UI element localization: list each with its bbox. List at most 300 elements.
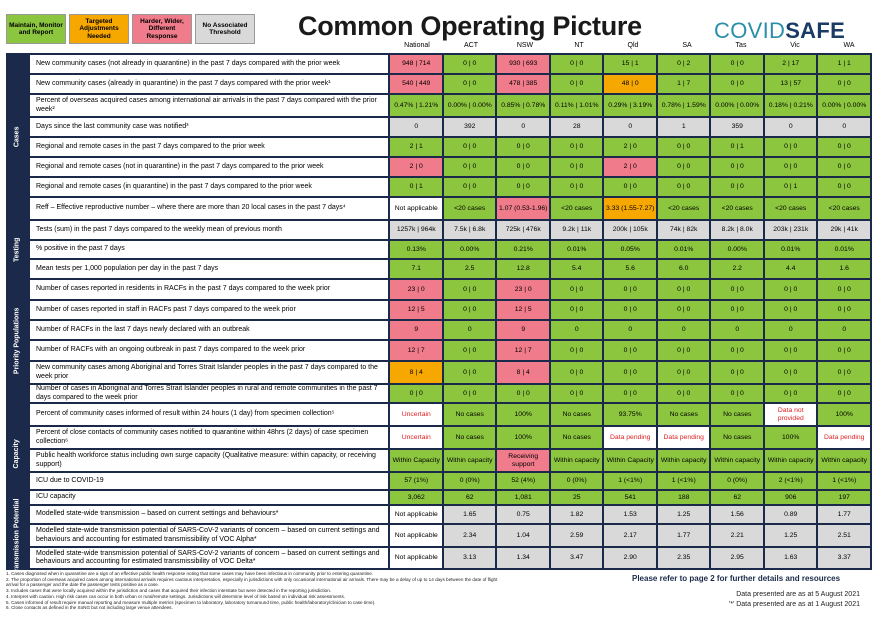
cell-tas: 0 | 0: [711, 341, 763, 360]
cell-qld: 0 | 0: [604, 280, 656, 299]
column-header-vic: Vic: [790, 42, 800, 49]
cell-act: <20 cases: [444, 198, 496, 219]
cell-act: 0 | 0: [444, 55, 496, 73]
footnote: 3. Includes cases that were locally acquired within the jurisdiction and cases that acquired their infection interstate but were detected in the reporting jurisdiction.: [6, 588, 332, 594]
cell-vic: Data not provided: [765, 404, 817, 425]
table-row: [30, 158, 870, 176]
cell-sa: 0 | 0: [658, 138, 710, 156]
cell-tas: No cases: [711, 404, 763, 425]
cell-wa: 0 | 0: [818, 280, 870, 299]
cell-national: 8 | 4: [390, 362, 442, 383]
cell-vic: 0 | 0: [765, 385, 817, 402]
cell-act: Within capacity: [444, 450, 496, 471]
cell-national: 2 | 1: [390, 138, 442, 156]
cell-vic: 0: [765, 118, 817, 136]
cell-tas: 0.00%: [711, 241, 763, 258]
cell-nt: 0.01%: [551, 241, 603, 258]
row-label: New community cases (not already in quarantine) in the past 7 days compared with the prior week: [30, 55, 388, 73]
cell-wa: 0 | 0: [818, 362, 870, 383]
row-label: Public health workforce status including own surge capacity (Qualitative measure: within capacity, or receiving support): [30, 450, 388, 471]
column-header-sa: SA: [682, 42, 692, 49]
cell-qld: 541: [604, 491, 656, 504]
cell-nt: 0 | 0: [551, 55, 603, 73]
cell-vic: 203k | 231k: [765, 221, 817, 239]
cell-act: 0: [444, 321, 496, 339]
cell-act: No cases: [444, 404, 496, 425]
cell-national: Not applicable: [390, 506, 442, 523]
column-header-qld: Qld: [627, 42, 639, 49]
cell-tas: 0 (0%): [711, 473, 763, 489]
cell-qld: Within Capacity: [604, 450, 656, 471]
cell-vic: 0.89: [765, 506, 817, 523]
cell-wa: 0 | 0: [818, 138, 870, 156]
cell-nt: 1.82: [551, 506, 603, 523]
cell-tas: 0 | 0: [711, 55, 763, 73]
cell-sa: 0 | 0: [658, 301, 710, 319]
cell-vic: 0 | 0: [765, 362, 817, 383]
cell-sa: 6.0: [658, 260, 710, 278]
cell-wa: <20 cases: [818, 198, 870, 219]
table-row: [30, 427, 870, 448]
cell-qld: 2 | 0: [604, 158, 656, 176]
cell-national: Not applicable: [390, 548, 442, 568]
page-title: Common Operating Picture: [298, 11, 642, 41]
cell-nsw: Receiving support: [497, 450, 549, 471]
row-label: Mean tests per 1,000 population per day in the past 7 days: [30, 260, 388, 278]
row-label: Days since the last community case was notified³: [30, 118, 388, 136]
cell-wa: 0 | 0: [818, 341, 870, 360]
cell-nt: 2.59: [551, 525, 603, 546]
table-row: [30, 506, 870, 523]
cell-qld: 0 | 0: [604, 301, 656, 319]
cell-tas: <20 cases: [711, 198, 763, 219]
table-row: [30, 548, 870, 568]
cell-national: 57 (1%): [390, 473, 442, 489]
cell-wa: 1.6: [818, 260, 870, 278]
table-row: [30, 198, 870, 219]
cell-nsw: 100%: [497, 404, 549, 425]
cell-wa: 0 | 0: [818, 158, 870, 176]
table-row: [30, 301, 870, 319]
table-row: [30, 491, 870, 504]
cell-act: 0.00%: [444, 241, 496, 258]
cell-nt: 0 | 0: [551, 385, 603, 402]
cell-tas: 0 | 0: [711, 178, 763, 196]
cell-wa: 0 | 0: [818, 178, 870, 196]
row-label: Regional and remote cases (in quarantine) in the past 7 days compared to the prior week: [30, 178, 388, 196]
cell-sa: 0 | 0: [658, 158, 710, 176]
table-row: [30, 525, 870, 546]
table-row: [30, 55, 870, 73]
cell-nt: 3.47: [551, 548, 603, 568]
footnote: 5. Cases informed of result require manual reporting and measure multiple metrics (specimen to laboratory, laboratory turnaround time, public health/laboratory/clinician to case time).: [6, 599, 376, 605]
footnote: 6. Close contacts as defined in the SoNG but not including large venue attendees.: [6, 605, 173, 611]
section-capacity: Capacity: [6, 404, 28, 504]
table-row: [30, 95, 870, 116]
cell-sa: 1 | 7: [658, 75, 710, 93]
cell-nt: 0 | 0: [551, 158, 603, 176]
cell-wa: Within capacity: [818, 450, 870, 471]
column-header-tas: Tas: [735, 42, 747, 49]
cell-tas: No cases: [711, 427, 763, 448]
cell-nsw: 1.04: [497, 525, 549, 546]
cell-nt: 0 | 0: [551, 280, 603, 299]
legend-red: Harder, Wider, Different Response: [132, 14, 192, 44]
cell-qld: 0: [604, 118, 656, 136]
cell-nt: 9.2k | 11k: [551, 221, 603, 239]
cell-national: Not applicable: [390, 525, 442, 546]
cell-nsw: 1,081: [497, 491, 549, 504]
row-label: Reff – Effective reproductive number – where there are more than 20 local cases in the past 7 days⁴: [30, 198, 388, 219]
legend-grey: No Associated Threshold: [195, 14, 255, 44]
table-row: [30, 404, 870, 425]
cell-sa: Data pending: [658, 427, 710, 448]
cell-nsw: 0.75: [497, 506, 549, 523]
section-priority: Priority Populations: [6, 280, 28, 402]
cell-sa: 0 | 0: [658, 362, 710, 383]
cell-national: 0.47% | 1.21%: [390, 95, 442, 116]
cell-nsw: 0.85% | 0.78%: [497, 95, 549, 116]
cell-sa: 0 | 0: [658, 385, 710, 402]
cell-wa: 100%: [818, 404, 870, 425]
cell-vic: 0.01%: [765, 241, 817, 258]
cell-sa: 1: [658, 118, 710, 136]
cell-act: No cases: [444, 427, 496, 448]
table-row: [30, 321, 870, 339]
cell-national: Not applicable: [390, 198, 442, 219]
cell-nt: <20 cases: [551, 198, 603, 219]
cell-nsw: 12 | 7: [497, 341, 549, 360]
cell-nsw: 1.34: [497, 548, 549, 568]
cell-vic: 0 | 0: [765, 280, 817, 299]
footnote: 4. Interpret with caution. High risk cases can occur in both urban or rural/remote settings. Jurisdictions will determine level of risk based on individual risk assessments.: [6, 593, 346, 599]
cell-sa: 2.35: [658, 548, 710, 568]
cell-sa: 0.01%: [658, 241, 710, 258]
row-label: ICU capacity: [30, 491, 388, 504]
table-row: [30, 221, 870, 239]
table-row: [30, 385, 870, 402]
cell-wa: Data pending: [818, 427, 870, 448]
cell-qld: 93.75%: [604, 404, 656, 425]
cell-sa: 0: [658, 321, 710, 339]
cell-wa: 0.00% | 0.00%: [818, 95, 870, 116]
cell-sa: 74k | 82k: [658, 221, 710, 239]
cell-vic: 0 | 0: [765, 158, 817, 176]
cell-act: 0 | 0: [444, 75, 496, 93]
cell-national: Uncertain: [390, 427, 442, 448]
cell-qld: 2.90: [604, 548, 656, 568]
cell-tas: 0 | 0: [711, 280, 763, 299]
cell-tas: Within capacity: [711, 450, 763, 471]
cell-sa: 0 | 0: [658, 341, 710, 360]
cell-nt: 5.4: [551, 260, 603, 278]
cell-sa: 0 | 0: [658, 280, 710, 299]
cell-vic: 906: [765, 491, 817, 504]
cell-act: 0 | 0: [444, 178, 496, 196]
table-row: [30, 260, 870, 278]
legend: [6, 14, 255, 44]
row-label: Tests (sum) in the past 7 days compared to the weekly mean of previous month: [30, 221, 388, 239]
cell-tas: 0 | 0: [711, 75, 763, 93]
cell-tas: 0 | 0: [711, 158, 763, 176]
cell-act: 1.65: [444, 506, 496, 523]
cell-national: 12 | 7: [390, 341, 442, 360]
cell-nsw: 478 | 385: [497, 75, 549, 93]
cell-vic: <20 cases: [765, 198, 817, 219]
footnote: 1. Cases diagnosed when in quarantine are a sign of an effective public health response noting that some cases may have been infectious in community prior to entering quarantine.: [6, 571, 374, 576]
legend-green: Maintain, Monitor and Report: [6, 14, 66, 44]
cell-qld: 0 | 0: [604, 341, 656, 360]
cell-wa: 2.51: [818, 525, 870, 546]
cell-tas: 359: [711, 118, 763, 136]
footnote: 2. The proportion of overseas acquired cases among international arrivals requires cautious interpretation, especially in jurisdictions with only occasional international air arrivals. There may be a delay of up to 14 days between the date of flight arrival for a passenger and the date the passenger tests positive as a case.: [6, 576, 498, 588]
row-label: Number of RACFs in the last 7 days newly declared with an outbreak: [30, 321, 388, 339]
cell-vic: 2 | 17: [765, 55, 817, 73]
cell-wa: 0: [818, 118, 870, 136]
table-row: [30, 362, 870, 383]
cell-national: 12 | 5: [390, 301, 442, 319]
cell-nsw: 12 | 5: [497, 301, 549, 319]
cell-vic: Within capacity: [765, 450, 817, 471]
cell-act: 0 | 0: [444, 341, 496, 360]
cell-wa: 3.37: [818, 548, 870, 568]
cell-tas: 2.2: [711, 260, 763, 278]
cell-nt: No cases: [551, 427, 603, 448]
cell-act: 3.13: [444, 548, 496, 568]
row-label: New community cases among Aboriginal and Torres Strait Islander peoples in the past 7 days compared to the week prior: [30, 362, 388, 383]
cell-nsw: 100%: [497, 427, 549, 448]
row-label: ICU due to COVID-19: [30, 473, 388, 489]
cell-qld: 5.6: [604, 260, 656, 278]
cell-national: 2 | 0: [390, 158, 442, 176]
row-label: Number of cases in Aboriginal and Torres Strait Islander peoples in rural and remote communities in the past 7 days compared to the week prior: [30, 385, 388, 402]
cell-national: 0 | 0: [390, 385, 442, 402]
cell-act: 0 | 0: [444, 158, 496, 176]
covidsafe-logo: COVIDSAFE: [714, 18, 846, 43]
cell-nt: 0 | 0: [551, 341, 603, 360]
cell-sa: 0.78% | 1.59%: [658, 95, 710, 116]
cell-act: 0.00% | 0.00%: [444, 95, 496, 116]
cell-vic: 0 | 0: [765, 341, 817, 360]
cell-nsw: 0 | 0: [497, 385, 549, 402]
cell-qld: 15 | 1: [604, 55, 656, 73]
cell-wa: 0 | 0: [818, 301, 870, 319]
cell-act: 0 | 0: [444, 385, 496, 402]
cell-vic: 0 | 0: [765, 301, 817, 319]
table-row: [30, 138, 870, 156]
row-label: Number of cases reported in residents in RACFs in the past 7 days compared to the week prior: [30, 280, 388, 299]
cell-nt: 0 | 0: [551, 362, 603, 383]
cell-wa: 29k | 41k: [818, 221, 870, 239]
cell-nsw: 0 | 0: [497, 138, 549, 156]
cell-qld: 0.29% | 3.19%: [604, 95, 656, 116]
cell-nsw: 52 (4%): [497, 473, 549, 489]
cell-act: 392: [444, 118, 496, 136]
cell-tas: 0 | 1: [711, 138, 763, 156]
cell-national: 23 | 0: [390, 280, 442, 299]
cell-vic: 0 | 1: [765, 178, 817, 196]
cell-wa: 0 | 0: [818, 75, 870, 93]
cell-vic: 100%: [765, 427, 817, 448]
table-row: [30, 341, 870, 360]
section-testing: Testing: [6, 221, 28, 278]
table-row: [30, 75, 870, 93]
column-header-national: National: [404, 42, 430, 49]
legend-orange: Targeted Adjustments Needed: [69, 14, 129, 44]
cell-nsw: 930 | 693: [497, 55, 549, 73]
table-row: [30, 450, 870, 471]
cell-tas: 0 | 0: [711, 301, 763, 319]
cell-nt: 0.11% | 1.01%: [551, 95, 603, 116]
cell-sa: <20 cases: [658, 198, 710, 219]
cell-national: 948 | 714: [390, 55, 442, 73]
cell-vic: 0.18% | 0.21%: [765, 95, 817, 116]
cell-nsw: 1.07 (0.53-1.96): [497, 198, 549, 219]
cell-vic: 0: [765, 321, 817, 339]
cell-national: 0.13%: [390, 241, 442, 258]
cell-tas: 0: [711, 321, 763, 339]
cell-act: 0 | 0: [444, 280, 496, 299]
cell-qld: 1.53: [604, 506, 656, 523]
cell-tas: 0 | 0: [711, 385, 763, 402]
cell-tas: 1.56: [711, 506, 763, 523]
column-header-nt: NT: [574, 42, 584, 49]
cell-tas: 2.21: [711, 525, 763, 546]
cell-tas: 0 | 0: [711, 362, 763, 383]
refer-note: Please refer to page 2 for further details and resources: [632, 574, 841, 583]
cell-act: 0 | 0: [444, 362, 496, 383]
row-label: Regional and remote cases in the past 7 days compared to the prior week: [30, 138, 388, 156]
row-label: Modelled state-wide transmission – based on current settings and behaviours*: [30, 506, 388, 523]
cell-nsw: 0.21%: [497, 241, 549, 258]
section-cases: Cases: [6, 55, 28, 219]
row-label: Percent of community cases informed of result within 24 hours (1 day) from specimen collection⁵: [30, 404, 388, 425]
cell-wa: 1.77: [818, 506, 870, 523]
cell-tas: 2.95: [711, 548, 763, 568]
cell-vic: 4.4: [765, 260, 817, 278]
row-label: Number of RACFs with an ongoing outbreak in past 7 days compared to the week prior: [30, 341, 388, 360]
cell-wa: 1 | 1: [818, 55, 870, 73]
cell-nsw: 12.8: [497, 260, 549, 278]
cell-national: 7.1: [390, 260, 442, 278]
cell-vic: 1.63: [765, 548, 817, 568]
cell-wa: 0 | 0: [818, 385, 870, 402]
cell-vic: 0 | 0: [765, 138, 817, 156]
footnotes: [6, 571, 506, 611]
cell-act: 0 | 0: [444, 138, 496, 156]
row-label: New community cases (already in quarantine) in the past 7 days compared with the prior week¹: [30, 75, 388, 93]
cell-tas: 8.2k | 8.0k: [711, 221, 763, 239]
cell-sa: 1.77: [658, 525, 710, 546]
cell-national: 0 | 1: [390, 178, 442, 196]
cell-tas: 62: [711, 491, 763, 504]
cell-qld: 1 (<1%): [604, 473, 656, 489]
row-label: Number of cases reported in staff in RACFs past 7 days compared to the week prior: [30, 301, 388, 319]
row-label: % positive in the past 7 days: [30, 241, 388, 258]
cell-qld: 0 | 0: [604, 362, 656, 383]
row-label: Percent of close contacts of community cases notified to quarantine within 48hrs (2 days) of case specimen collection⁶: [30, 427, 388, 448]
data-as-at: Data presented are as at 5 August 2021 '*' Data presented are as at 1 August 2021: [728, 591, 860, 608]
cell-sa: Within capacity: [658, 450, 710, 471]
cell-national: 3,062: [390, 491, 442, 504]
cell-national: 1257k | 964k: [390, 221, 442, 239]
cell-qld: 2 | 0: [604, 138, 656, 156]
cell-qld: 3.33 (1.55-7.27): [604, 198, 656, 219]
cell-nsw: 0 | 0: [497, 178, 549, 196]
cell-act: 2.5: [444, 260, 496, 278]
section-transmission: Transmission Potential: [6, 506, 28, 568]
cell-national: 0: [390, 118, 442, 136]
column-header-wa: WA: [843, 42, 855, 49]
cell-wa: 0.01%: [818, 241, 870, 258]
cell-qld: Data pending: [604, 427, 656, 448]
cell-qld: 0: [604, 321, 656, 339]
cell-qld: 0 | 0: [604, 385, 656, 402]
row-label: Regional and remote cases (not in quarantine) in the past 7 days compared to the prior week: [30, 158, 388, 176]
row-label: Modelled state-wide transmission potential of SARS-CoV-2 variants of concern – based on current settings and behaviours and accounting for estimated transmissibility of VOC Delta*: [30, 548, 388, 568]
cell-qld: 2.17: [604, 525, 656, 546]
cell-nt: 0: [551, 321, 603, 339]
cell-sa: No cases: [658, 404, 710, 425]
column-header-nsw: NSW: [516, 42, 534, 49]
cell-qld: 0 | 0: [604, 178, 656, 196]
cell-act: 0 | 0: [444, 301, 496, 319]
cell-act: 0 (0%): [444, 473, 496, 489]
cell-nsw: 0: [497, 118, 549, 136]
cell-wa: 1 (<1%): [818, 473, 870, 489]
cell-nsw: 0 | 0: [497, 158, 549, 176]
cell-vic: 13 | 57: [765, 75, 817, 93]
table-row: [30, 280, 870, 299]
cell-nsw: 725k | 476k: [497, 221, 549, 239]
row-label: Percent of overseas acquired cases among international air arrivals in the past 7 days compared with the prior week²: [30, 95, 388, 116]
cell-act: 2.34: [444, 525, 496, 546]
cell-nt: 0 (0%): [551, 473, 603, 489]
cell-nsw: 9: [497, 321, 549, 339]
cell-sa: 1.25: [658, 506, 710, 523]
cell-vic: 2 (<1%): [765, 473, 817, 489]
cell-nt: 0 | 0: [551, 301, 603, 319]
table-row: [30, 118, 870, 136]
cell-sa: 0 | 0: [658, 178, 710, 196]
cell-qld: 48 | 0: [604, 75, 656, 93]
cell-nt: 25: [551, 491, 603, 504]
cell-nt: Within capacity: [551, 450, 603, 471]
cell-national: Uncertain: [390, 404, 442, 425]
cell-national: 9: [390, 321, 442, 339]
cell-wa: 197: [818, 491, 870, 504]
column-header-act: ACT: [464, 42, 478, 49]
cell-sa: 188: [658, 491, 710, 504]
row-label: Modelled state-wide transmission potential of SARS-CoV-2 variants of concern – based on current settings and behaviours and accounting for estimated transmissibility of VOC Alpha*: [30, 525, 388, 546]
cell-nt: 0 | 0: [551, 138, 603, 156]
cell-nt: 0 | 0: [551, 178, 603, 196]
table-row: [30, 241, 870, 258]
cell-act: 62: [444, 491, 496, 504]
cell-national: Within Capacity: [390, 450, 442, 471]
cell-national: 540 | 449: [390, 75, 442, 93]
cell-qld: 200k | 105k: [604, 221, 656, 239]
cell-tas: 0.00% | 0.00%: [711, 95, 763, 116]
cell-act: 7.5k | 6.8k: [444, 221, 496, 239]
cell-nt: 28: [551, 118, 603, 136]
cell-sa: 0 | 2: [658, 55, 710, 73]
cell-qld: 0.05%: [604, 241, 656, 258]
table-row: [30, 473, 870, 489]
cell-wa: 0: [818, 321, 870, 339]
cell-nt: No cases: [551, 404, 603, 425]
table-row: [30, 178, 870, 196]
